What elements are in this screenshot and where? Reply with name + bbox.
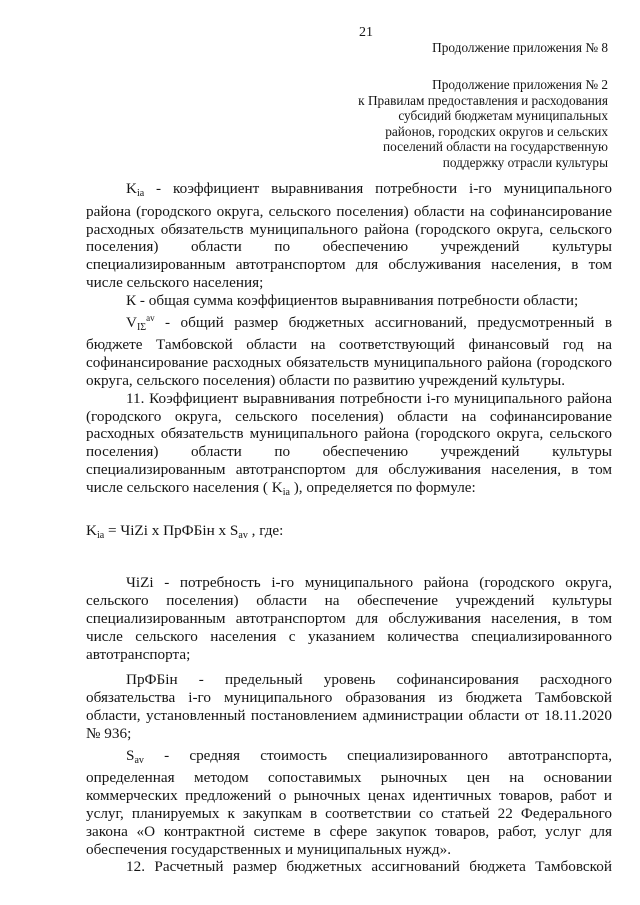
- paragraph-v-cont: [86, 336, 612, 389]
- symbol-sub: ia: [136, 188, 145, 199]
- para-line: автотранспорта;: [86, 645, 191, 663]
- symbol-k: K: [126, 180, 137, 197]
- para-line: № 936;: [86, 724, 132, 742]
- para-line: сельского поселения) области на обеспечение учреждений культуры: [86, 592, 612, 610]
- formula-middle: = ЧiZi x ПрФБiн x S: [104, 521, 239, 539]
- para-line: расходных обязательств муниципального района (городского округа, сельского: [86, 220, 612, 238]
- para-line: 11. Коэффициент выравнивания потребности i-го муниципального района: [126, 389, 612, 407]
- para-line: коммерческих предложений о рыночных ценах идентичных товаров, работ и: [86, 787, 612, 805]
- symbol-s: S: [126, 746, 135, 764]
- text: - коэффициент выравнивания потребности i-го муниципального: [144, 180, 612, 197]
- para-line: округа, сельского поселения) области по развитию учреждений культуры.: [86, 371, 566, 389]
- para-line: поселения) области по обеспечению учреждений культуры: [86, 238, 612, 256]
- paragraph-kia-cont: [86, 203, 612, 292]
- para-line: услуг, планируемых к закупкам в соответствии со статьей 22 Федерального: [86, 804, 612, 822]
- para-line: ПрФБiн - предельный уровень софинансирования расходного: [126, 671, 612, 689]
- para-line: числе сельского населения;: [86, 273, 264, 291]
- para-line: числе сельского населения с указанием количества специализированного: [86, 627, 612, 645]
- text: ), определяется по формуле:: [289, 478, 476, 496]
- page-number: 21: [359, 25, 373, 40]
- formula-k: K: [86, 521, 97, 539]
- paragraph-chizi: [86, 574, 612, 663]
- paragraph-v-definition: [86, 310, 612, 337]
- para-line: специализированным автотранспортом для обслуживания населения, в том: [86, 609, 612, 627]
- para-line: ЧiZi - потребность i-го муниципального района (городского округа,: [126, 574, 612, 592]
- para-line: [86, 479, 612, 502]
- text: числе сельского населения ( K: [86, 478, 283, 496]
- document-body: [86, 180, 612, 876]
- header-line: к Правилам предоставления и расходования: [358, 92, 608, 108]
- para-line: обеспечения государственных и муниципальных нужд».: [86, 840, 452, 858]
- para-line: области, установленный постановлением администрации области от 18.11.2020: [86, 706, 612, 724]
- para-line: [126, 310, 612, 337]
- para-line: закона «О контрактной системе в сфере закупок товаров, работ, услуг для: [86, 822, 612, 840]
- formula-end: , где:: [247, 521, 284, 539]
- paragraph-11: [86, 390, 612, 408]
- para-line: определенная методом сопоставимых рыночных цен на основании: [86, 769, 612, 787]
- appendix-header-2: [358, 77, 608, 171]
- header-line: поддержку отрасли культуры: [442, 154, 608, 170]
- header-line: Продолжение приложения № 2: [432, 77, 608, 92]
- para-line: [86, 747, 612, 770]
- para-line: софинансирование расходных обязательств муниципального района (городского: [86, 354, 612, 372]
- header-line: районов, городских округов и сельских: [385, 123, 608, 139]
- header-line: субсидий бюджетам муниципальных: [398, 108, 608, 124]
- appendix-header-8: Продолжение приложения № 8: [432, 40, 608, 55]
- para-line: поселения) области по обеспечению учреждений культуры: [86, 443, 612, 461]
- formula-k-sub: ia: [96, 529, 105, 541]
- formula: [86, 522, 612, 545]
- para-line: специализированным автотранспортом для обслуживания населения, в том: [86, 256, 612, 274]
- symbol-v: V: [126, 313, 137, 331]
- paragraph-k-definition: К - общая сумма коэффициентов выравнивания потребности области;: [126, 291, 579, 309]
- para-line: бюджете Тамбовской области на соответствующий финансовый год на: [86, 336, 612, 354]
- header-line: поселений области на государственную: [383, 139, 608, 155]
- para-line: (городского округа, сельского поселения) области на софинансирование: [86, 407, 612, 425]
- para-line: обязательства i-го муниципального образования из бюджета Тамбовской: [86, 689, 612, 707]
- para-line: специализированным автотранспортом для обслуживания населения, в том: [86, 460, 612, 478]
- para-line: расходных обязательств муниципального района (городского округа, сельского: [86, 425, 612, 443]
- symbol-sub: IΣ: [136, 321, 147, 333]
- paragraph-kia-definition: [86, 180, 612, 203]
- symbol-sub: ia: [282, 486, 290, 498]
- text: - средняя стоимость специализированного автотранспорта,: [143, 746, 612, 764]
- paragraph-sav: [86, 747, 612, 859]
- paragraph-12: 12. Расчетный размер бюджетных ассигнований бюджета Тамбовской: [126, 858, 612, 876]
- formula-s-sub: av: [238, 529, 248, 541]
- paragraph-11-cont: [86, 408, 612, 502]
- para-line: района (городского округа, сельского поселения) области на софинансирование: [86, 202, 612, 220]
- text: - общий размер бюджетных ассигнований, предусмотренный в: [154, 313, 612, 331]
- symbol-sup: av: [146, 312, 155, 323]
- para-line: [126, 180, 612, 203]
- symbol-sub: av: [134, 754, 144, 766]
- paragraph-prfbin: [86, 671, 612, 742]
